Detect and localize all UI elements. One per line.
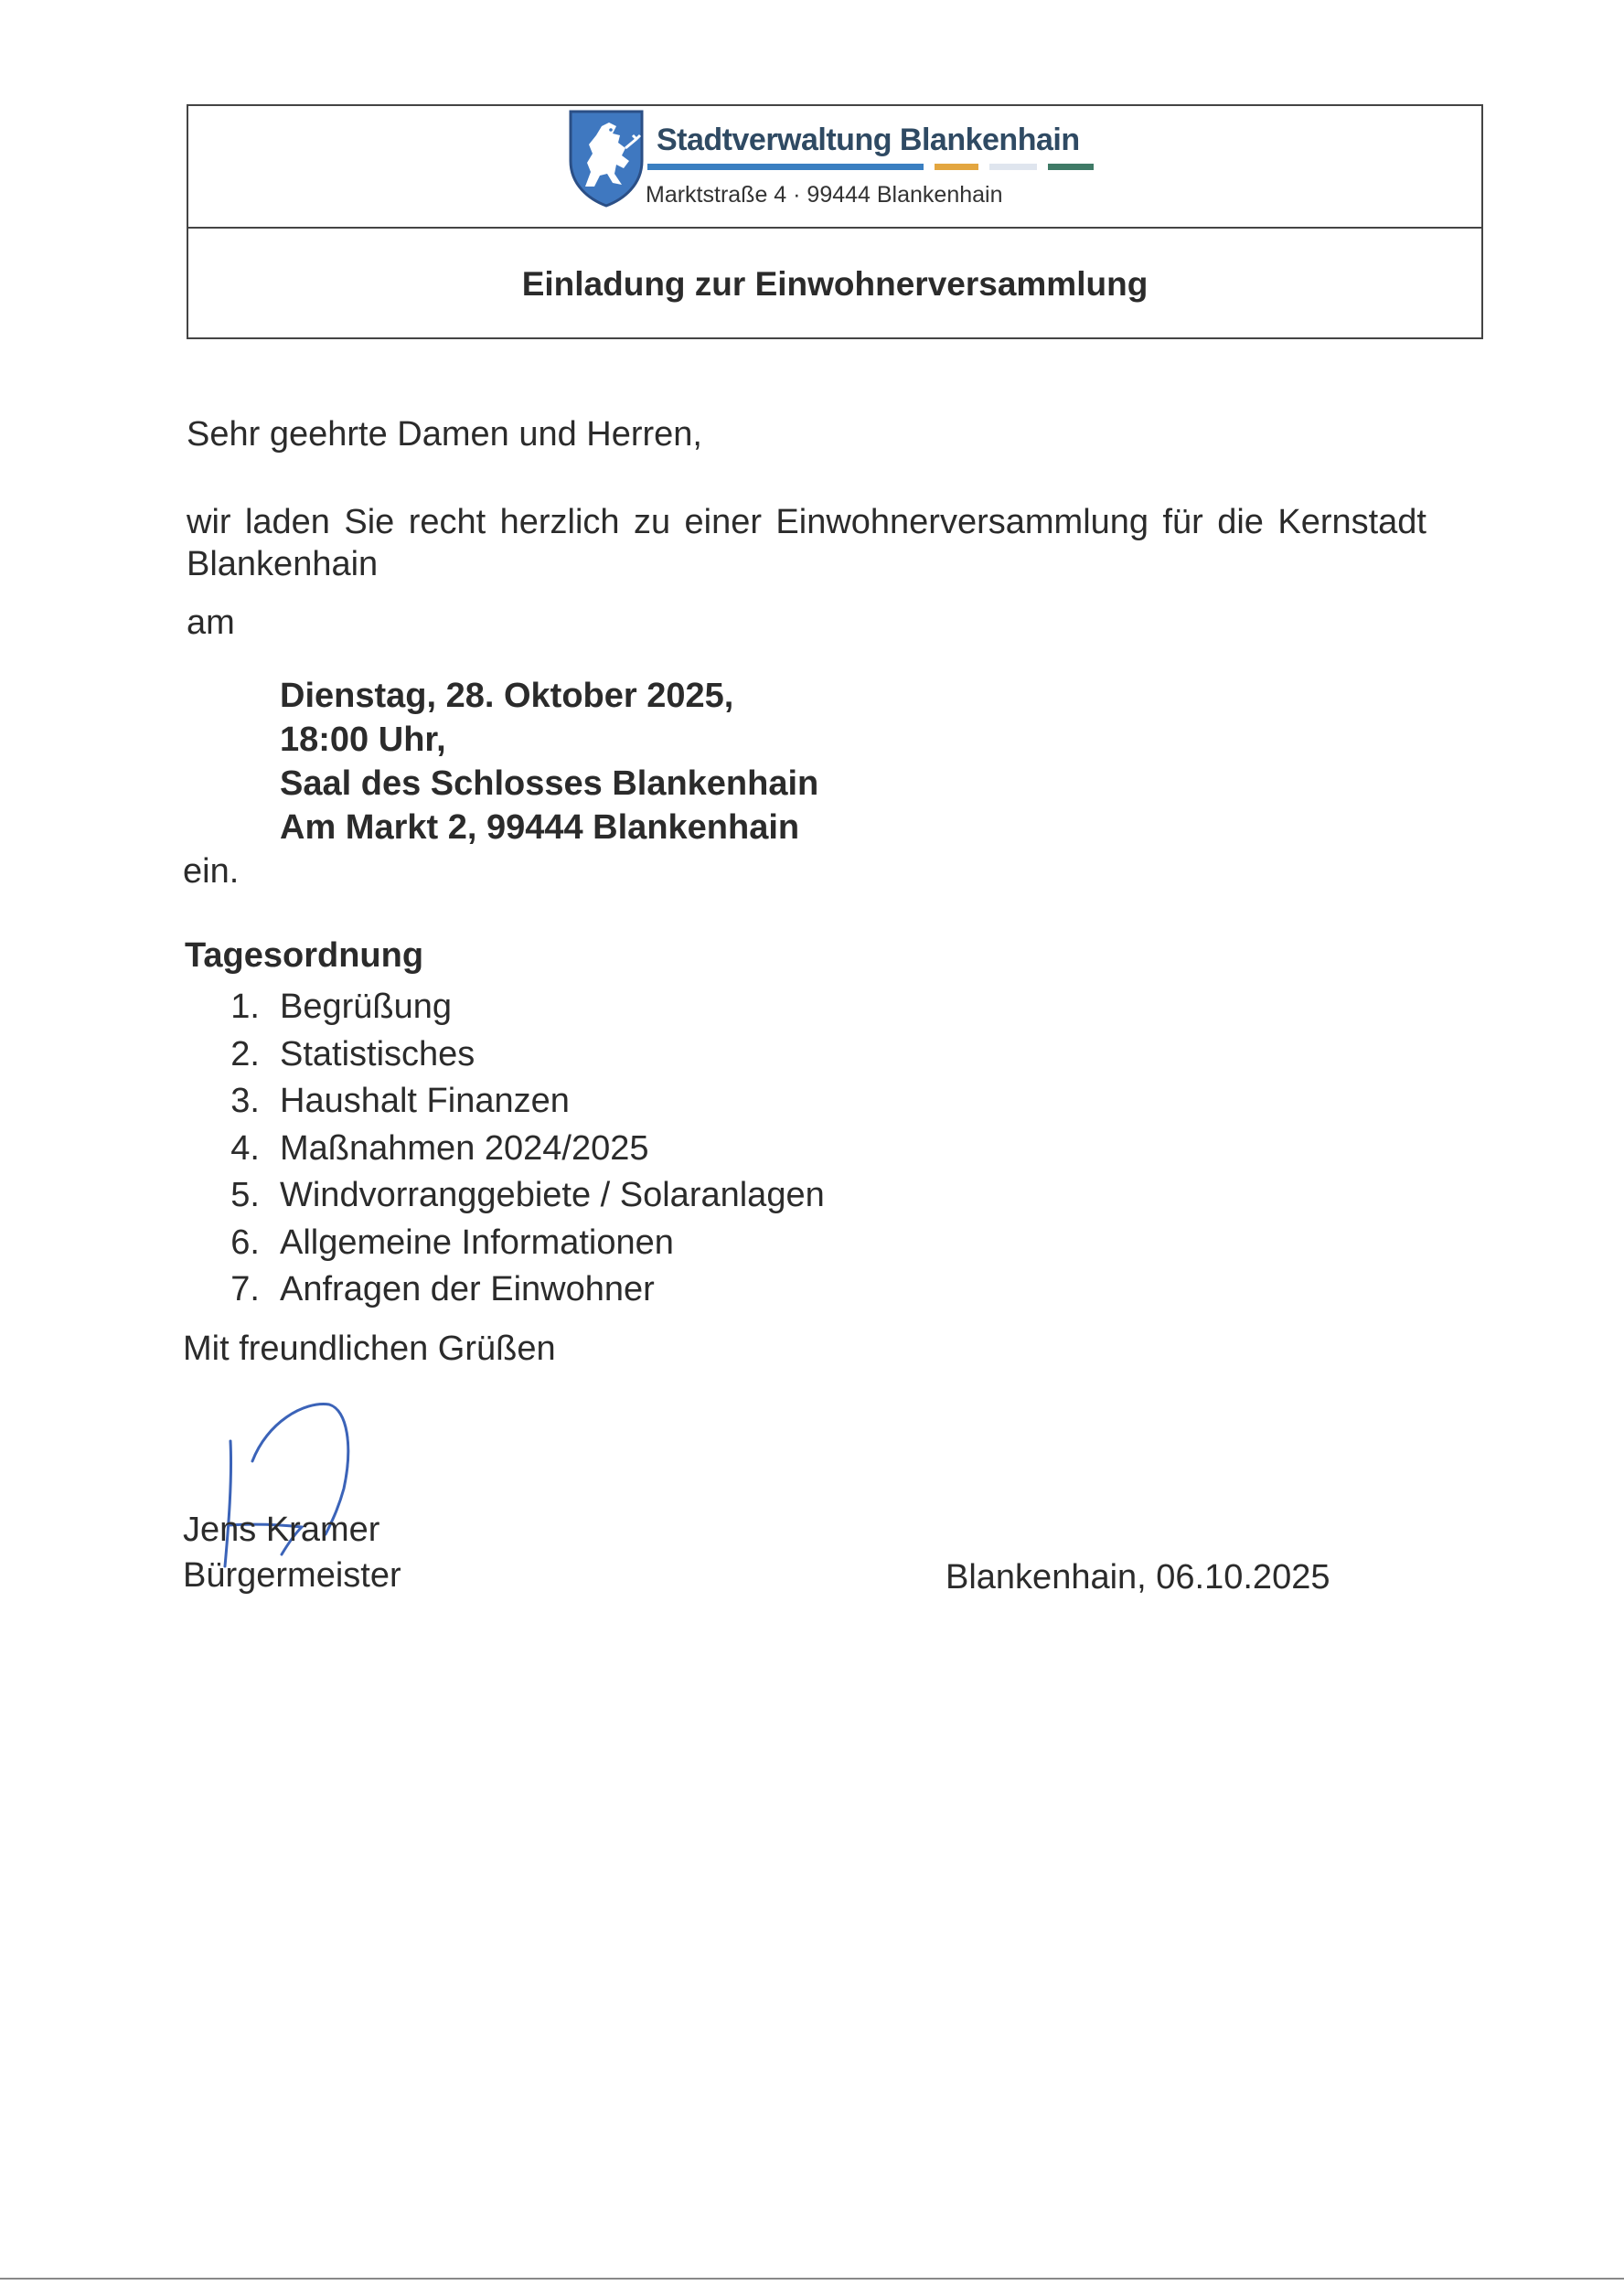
signer-name: Jens Kramer — [183, 1511, 380, 1549]
salutation: Sehr geehrte Damen und Herren, — [187, 415, 702, 454]
agenda-item: 5. Windvorranggebiete / Solaranlagen — [230, 1176, 825, 1214]
agenda-item: 1. Begrüßung — [230, 988, 453, 1026]
event-address: Am Markt 2, 99444 Blankenhain — [280, 808, 800, 847]
agenda-heading: Tagesordnung — [185, 936, 424, 975]
intro-paragraph: wir laden Sie recht herzlich zu einer Einwohnerversammlung für die Kernstadt Blankenhain — [187, 503, 1426, 583]
event-venue: Saal des Schlosses Blankenhain — [280, 764, 819, 803]
ein-text: ein. — [183, 852, 240, 891]
agenda-item: 4. Maßnahmen 2024/2025 — [230, 1128, 649, 1168]
organization-name: Stadtverwaltung Blankenhain — [657, 123, 1080, 157]
organization-address: Marktstraße 4 · 99444 Blankenhain — [646, 182, 1003, 208]
event-time: 18:00 Uhr, — [280, 721, 446, 759]
letterhead — [188, 106, 1481, 229]
agenda-item: 2. Statistisches — [230, 1034, 475, 1073]
agenda-item: 3. Haushalt Finanzen — [230, 1082, 570, 1120]
agenda-item: 6. Allgemeine Informationen — [230, 1223, 674, 1262]
place-date: Blankenhain, 06.10.2025 — [946, 1558, 1330, 1597]
event-date: Dienstag, 28. Oktober 2025, — [280, 677, 734, 715]
color-stripes — [647, 164, 1094, 170]
agenda-list — [225, 984, 825, 1314]
am-text: am — [187, 603, 235, 642]
document-title: Einladung zur Einwohnerversammlung — [521, 264, 1149, 303]
signer-title: Bürgermeister — [183, 1556, 401, 1595]
agenda-item: 7. Anfragen der Einwohner — [230, 1270, 655, 1308]
lion-crest-icon — [565, 108, 647, 208]
letterhead-box — [187, 104, 1483, 339]
bottom-divider — [0, 2278, 1624, 2280]
closing-greeting: Mit freundlichen Grüßen — [183, 1330, 556, 1368]
